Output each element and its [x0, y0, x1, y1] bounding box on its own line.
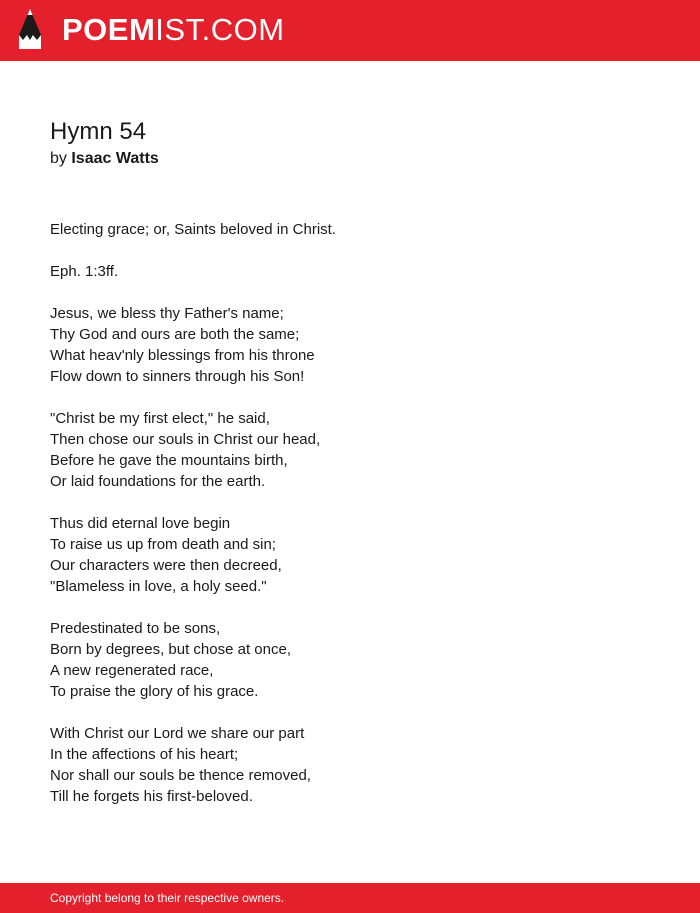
stanza	[50, 723, 650, 807]
poem-line: A new regenerated race,	[50, 662, 214, 679]
poem-line: With Christ our Lord we share our part	[50, 725, 305, 742]
byline-prefix: by	[50, 150, 67, 167]
poem-line: Then chose our souls in Christ our head,	[50, 431, 321, 448]
stanza	[50, 513, 650, 597]
author-name: Isaac Watts	[71, 150, 159, 167]
poem-line: Thus did eternal love begin	[50, 515, 231, 532]
poem-line: What heav'nly blessings from his throne	[50, 347, 315, 364]
brand-bold-text: POEM	[62, 12, 156, 47]
poem-line: To raise us up from death and sin;	[50, 536, 276, 553]
poem-line: "Blameless in love, a holy seed."	[50, 578, 267, 595]
site-logo[interactable]	[62, 12, 285, 48]
poem-line: Electing grace; or, Saints beloved in Christ.	[50, 221, 336, 238]
poem-line: Before he gave the mountains birth,	[50, 452, 288, 469]
poem-line: Till he forgets his first-beloved.	[50, 788, 253, 805]
poem-line: Predestinated to be sons,	[50, 620, 221, 637]
byline	[50, 149, 159, 169]
poem-line: "Christ be my first elect," he said,	[50, 410, 270, 427]
copyright-text: Copyright belong to their respective owners.	[50, 891, 285, 905]
stanza	[50, 261, 650, 282]
poem-line: Jesus, we bless thy Father's name;	[50, 305, 284, 322]
pencil-tip-icon[interactable]	[18, 9, 42, 51]
brand-light-text: IST.COM	[155, 12, 285, 47]
poem-line: Our characters were then decreed,	[50, 557, 282, 574]
poem-body	[50, 219, 650, 828]
poem-line: To praise the glory of his grace.	[50, 683, 259, 700]
poem-line: Nor shall our souls be thence removed,	[50, 767, 311, 784]
poem-line: Thy God and ours are both the same;	[50, 326, 300, 343]
site-header	[0, 0, 700, 61]
poem-line: Flow down to sinners through his Son!	[50, 368, 305, 385]
poem-line: Or laid foundations for the earth.	[50, 473, 266, 490]
stanza	[50, 618, 650, 702]
poem-title: Hymn 54	[50, 118, 147, 145]
poem-line: Born by degrees, but chose at once,	[50, 641, 291, 658]
stanza	[50, 408, 650, 492]
poem-line: Eph. 1:3ff.	[50, 263, 119, 280]
stanza	[50, 303, 650, 387]
site-footer	[0, 883, 700, 913]
stanza	[50, 219, 650, 240]
poem-line: In the affections of his heart;	[50, 746, 239, 763]
